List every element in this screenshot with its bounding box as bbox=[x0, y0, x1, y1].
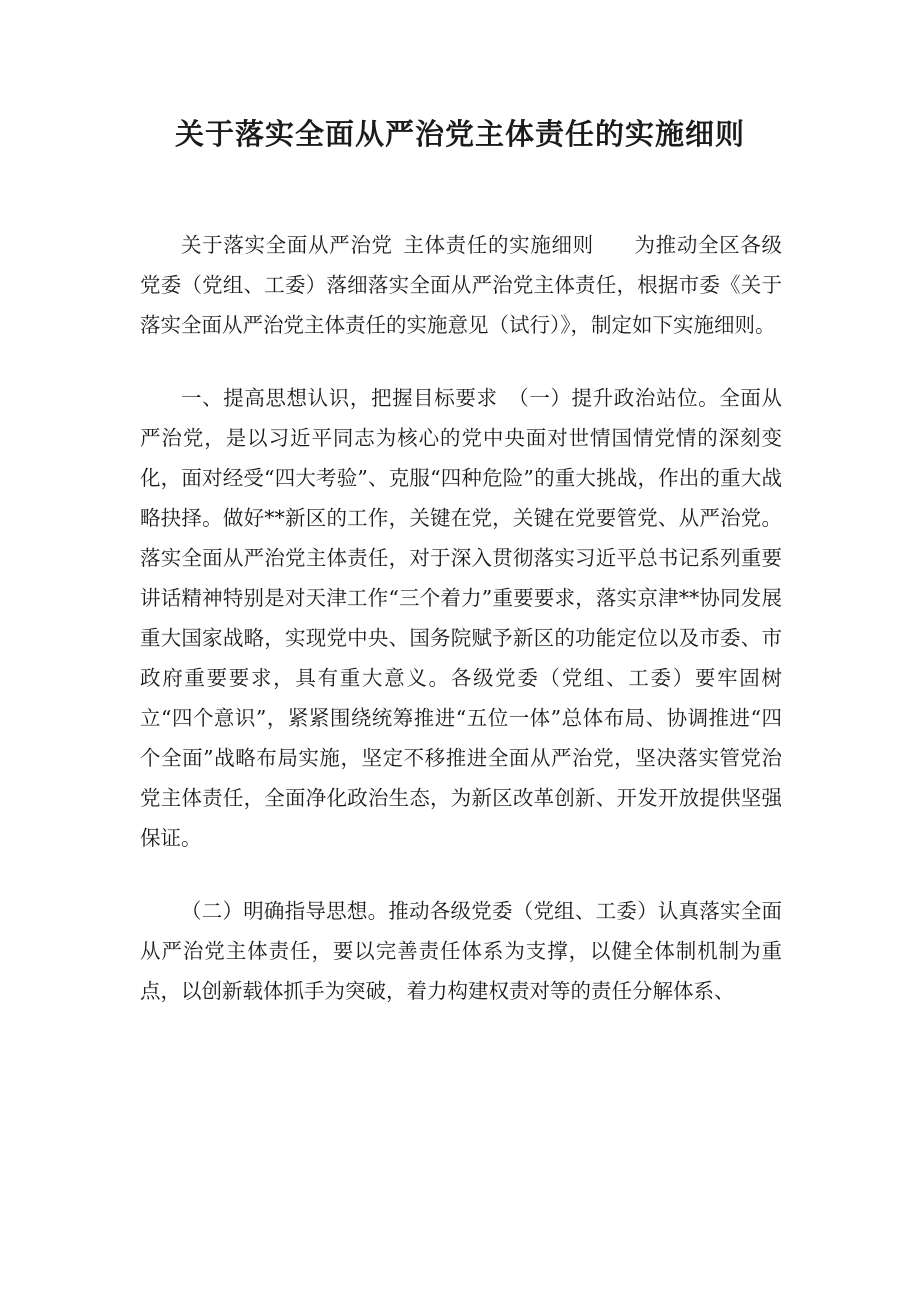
paragraph-intro bbox=[140, 225, 782, 345]
intro-lead-part-1: 关于落实全面从严治党 bbox=[181, 233, 393, 257]
section-1-heading: 一、提高思想认识，把握目标要求 bbox=[181, 386, 498, 410]
intro-text: 为推动全区各级党委（党组、工委）落细落实全面从严治党主体责任，根据市委《关于落实全面从严治党主体责任的实施意见（试行）》，制定如下实施细则。 bbox=[140, 233, 783, 337]
section-1-text: （一）提升政治站位。全面从严治党，是以习近平同志为核心的党中央面对世情国情党情的深刻变化，面对经受“四大考验”、克服“四种危险”的重大挑战，作出的重大战略抉择。做好**新区的工作，关键在党，关键在党要管党、从严治党。落实全面从严治党主体责任，对于深入贯彻落实习近平总书记系列重要讲话精神特别是对天津工作“三个着力”重要要求，落实京津**协同发展重大国家战略，实现党中央、国务院赋予新区的功能定位以及市委、市政府重要要求，具有重大意义。各级党委（党组、工委）要牢固树立“四个意识”，紧紧围绕统筹推进“五位一体”总体布局、协调推进“四个全面”战略布局实施，坚定不移推进全面从严治党，坚决落实管党治党主体责任，全面净化政治生态，为新区改革创新、开发开放提供坚强保证。 bbox=[140, 386, 783, 850]
document-title: 关于落实全面从严治党主体责任的实施细则 bbox=[174, 117, 745, 151]
intro-lead-part-2: 主体责任的实施细则 bbox=[402, 233, 594, 257]
paragraph-section-1 bbox=[140, 378, 782, 858]
paragraph-section-2 bbox=[140, 891, 782, 1011]
document-body bbox=[140, 225, 782, 1011]
section-2-text: （二）明确指导思想。推动各级党委（党组、工委）认真落实全面从严治党主体责任，要以完善责任体系为支撑，以健全体制机制为重点，以创新载体抓手为突破，着力构建权责对等的责任分解体系、 bbox=[140, 899, 782, 1003]
